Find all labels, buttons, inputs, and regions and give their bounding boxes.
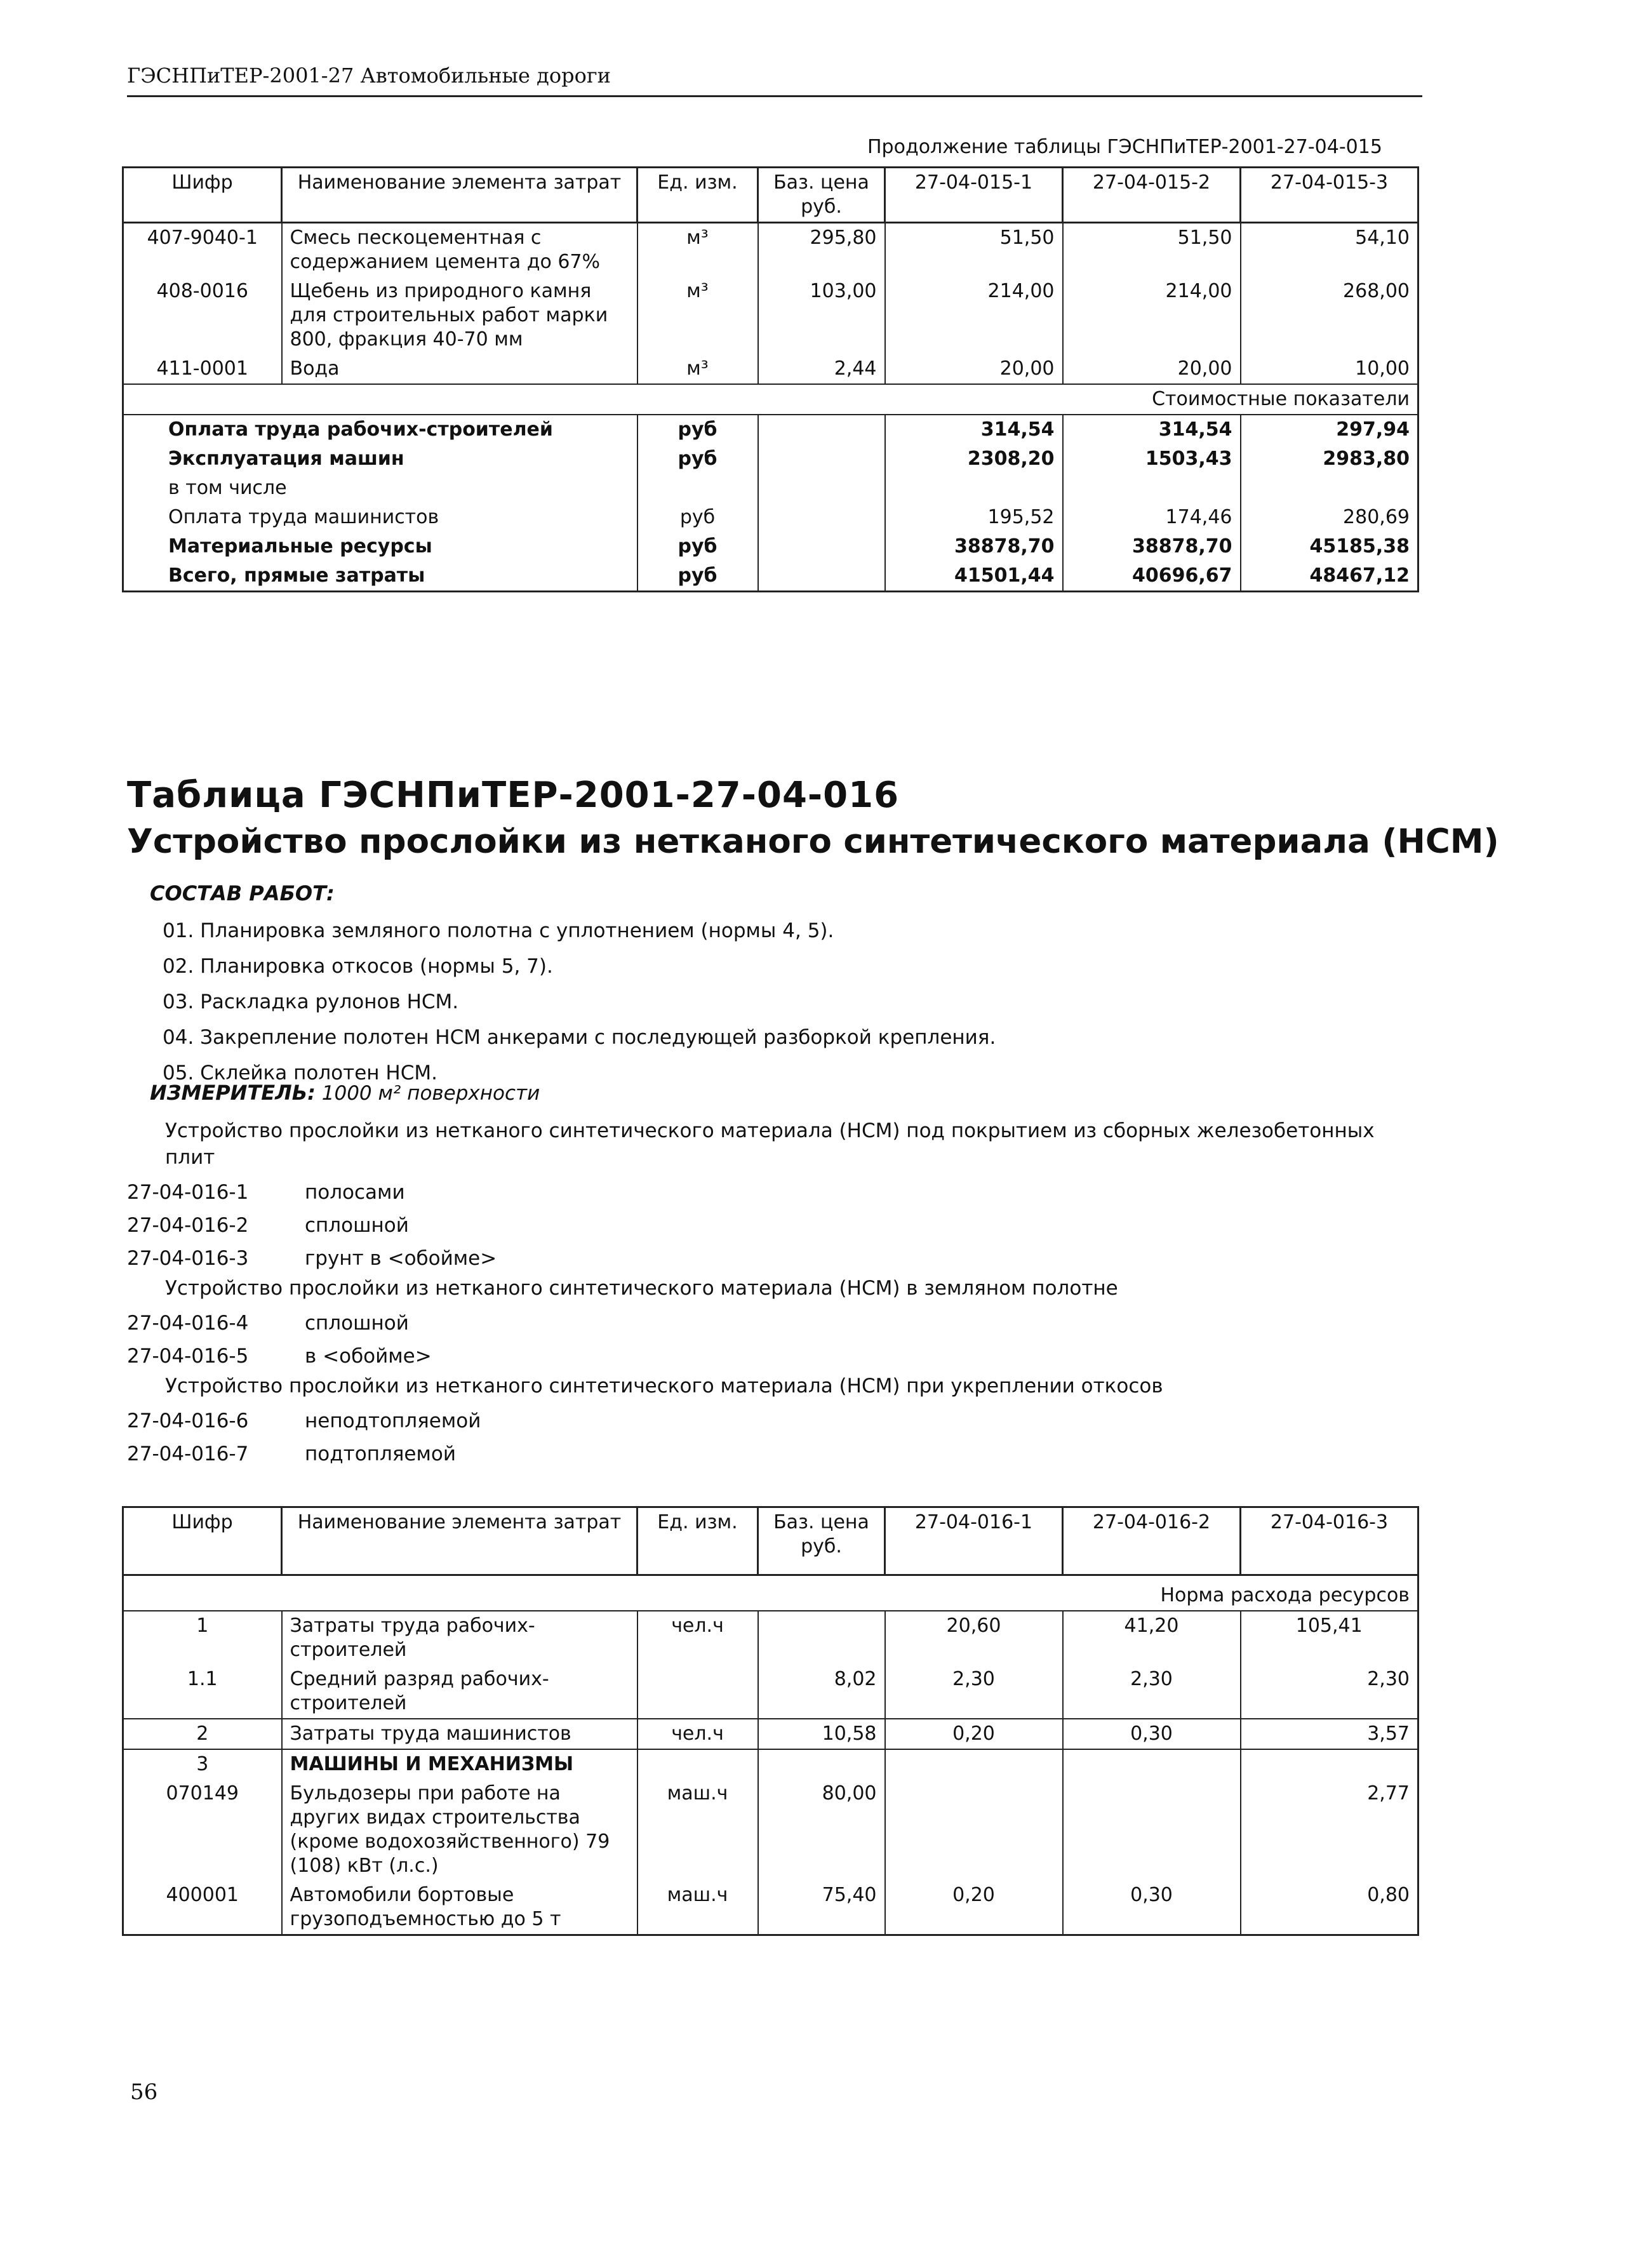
row-value-1: 0,20 xyxy=(885,1719,1063,1749)
header-unit: Ед. изм. xyxy=(637,168,758,223)
row-value-3: 2,30 xyxy=(1241,1665,1418,1719)
page-number: 56 xyxy=(130,2079,158,2105)
row-name: Затраты труда машинистов xyxy=(282,1719,637,1749)
variant-item xyxy=(127,1176,1422,1209)
cost-value-2 xyxy=(1063,474,1241,503)
variant-label: полосами xyxy=(305,1181,405,1204)
row-value-1: 0,20 xyxy=(885,1881,1063,1935)
table-title: Таблица ГЭСНПиТЕР-2001-27-04-016 xyxy=(127,775,900,816)
cost-name: Материальные ресурсы xyxy=(123,532,637,561)
row-value-1 xyxy=(885,1749,1063,1779)
header-col-3: 27-04-016-3 xyxy=(1241,1507,1418,1575)
header-unit: Ед. изм. xyxy=(637,1507,758,1575)
header-price: Баз. цена руб. xyxy=(758,168,885,223)
table-header-row xyxy=(123,168,1418,223)
table-row xyxy=(123,223,1418,277)
cost-name: Оплата труда рабочих-строителей xyxy=(123,415,637,444)
row-value-1: 20,60 xyxy=(885,1611,1063,1665)
table-row xyxy=(123,1881,1418,1935)
row-name: Щебень из природного камня для строительных работ марки 800, фракция 40-70 мм xyxy=(282,277,637,354)
row-name: Вода xyxy=(282,354,637,384)
variant-code: 27-04-016-3 xyxy=(127,1247,249,1270)
variant-item xyxy=(127,1242,1422,1275)
table-row xyxy=(123,1779,1418,1881)
cost-value-1: 41501,44 xyxy=(885,561,1063,592)
section-label-row xyxy=(123,1575,1418,1611)
variant-label: сплошной xyxy=(305,1312,409,1335)
work-item: 01. Планировка земляного полотна с уплотнением (нормы 4, 5). xyxy=(163,919,834,942)
row-value-1: 51,50 xyxy=(885,223,1063,277)
row-code: 1 xyxy=(123,1611,282,1665)
row-code: 407-9040-1 xyxy=(123,223,282,277)
row-price: 103,00 xyxy=(758,277,885,354)
table-subtitle: Устройство прослойки из нетканого синтетического материала (НСМ) xyxy=(127,822,1499,861)
variant-item xyxy=(127,1404,1422,1438)
row-code: 411-0001 xyxy=(123,354,282,384)
cost-unit: руб xyxy=(637,415,758,444)
cost-value-2: 314,54 xyxy=(1063,415,1241,444)
row-code: 2 xyxy=(123,1719,282,1749)
row-unit: м³ xyxy=(637,223,758,277)
row-code: 408-0016 xyxy=(123,277,282,354)
row-code: 070149 xyxy=(123,1779,282,1881)
cost-name: Оплата труда машинистов xyxy=(123,503,637,532)
work-item: 04. Закрепление полотен НСМ анкерами с последующей разборкой крепления. xyxy=(163,1026,996,1049)
row-name: МАШИНЫ И МЕХАНИЗМЫ xyxy=(282,1749,637,1779)
work-item: 03. Раскладка рулонов НСМ. xyxy=(163,991,459,1013)
variant-item xyxy=(127,1209,1422,1242)
variant-label: грунт в <обойме> xyxy=(305,1247,497,1270)
row-value-1: 2,30 xyxy=(885,1665,1063,1719)
cost-row xyxy=(123,474,1418,503)
table-row xyxy=(123,1611,1418,1665)
meter-value: 1000 м² поверхности xyxy=(321,1082,540,1105)
cost-value-1: 314,54 xyxy=(885,415,1063,444)
row-name: Автомобили бортовые грузоподъемностью до 5 т xyxy=(282,1881,637,1935)
row-price: 295,80 xyxy=(758,223,885,277)
row-name: Средний разряд рабочих-строителей xyxy=(282,1665,637,1719)
cost-unit: руб xyxy=(637,503,758,532)
header-code: Шифр xyxy=(123,1507,282,1575)
variant-item xyxy=(127,1307,1422,1340)
cost-row xyxy=(123,444,1418,474)
row-price: 8,02 xyxy=(758,1665,885,1719)
cost-row xyxy=(123,561,1418,592)
variant-code: 27-04-016-5 xyxy=(127,1345,249,1368)
row-value-2: 214,00 xyxy=(1063,277,1241,354)
header-col-1: 27-04-016-1 xyxy=(885,1507,1063,1575)
table-row xyxy=(123,1749,1418,1779)
running-head: ГЭСНПиТЕР-2001-27 Автомобильные дороги xyxy=(127,63,611,88)
cost-row xyxy=(123,503,1418,532)
header-code: Шифр xyxy=(123,168,282,223)
group-description: Устройство прослойки из нетканого синтетического материала (НСМ) под покрытием из сборных железобетонных плит xyxy=(165,1119,1375,1169)
row-value-2: 51,50 xyxy=(1063,223,1241,277)
continuation-caption: Продолжение таблицы ГЭСНПиТЕР-2001-27-04-015 xyxy=(867,136,1382,158)
row-price: 10,58 xyxy=(758,1719,885,1749)
variant-code: 27-04-016-1 xyxy=(127,1181,249,1204)
row-value-1 xyxy=(885,1779,1063,1881)
variant-item xyxy=(127,1340,1422,1373)
cost-value-1: 195,52 xyxy=(885,503,1063,532)
cost-value-1: 2308,20 xyxy=(885,444,1063,474)
row-value-2 xyxy=(1063,1779,1241,1881)
cost-value-3: 45185,38 xyxy=(1241,532,1418,561)
row-value-3: 54,10 xyxy=(1241,223,1418,277)
cost-value-3 xyxy=(1241,474,1418,503)
row-name: Затраты труда рабочих-строителей xyxy=(282,1611,637,1665)
row-price: 2,44 xyxy=(758,354,885,384)
variant-list xyxy=(127,1117,1422,1471)
section-label: Норма расхода ресурсов xyxy=(123,1575,1418,1611)
row-value-2: 2,30 xyxy=(1063,1665,1241,1719)
variant-label: в <обойме> xyxy=(305,1345,432,1368)
row-unit: чел.ч xyxy=(637,1611,758,1665)
cost-unit xyxy=(637,474,758,503)
group-description: Устройство прослойки из нетканого синтетического материала (НСМ) в земляном полотне xyxy=(165,1277,1118,1300)
header-col-2: 27-04-016-2 xyxy=(1063,1507,1241,1575)
row-unit xyxy=(637,1665,758,1719)
cost-name: в том числе xyxy=(123,474,637,503)
variant-item xyxy=(127,1438,1422,1471)
row-value-3 xyxy=(1241,1749,1418,1779)
header-rule xyxy=(127,95,1422,97)
row-value-2: 20,00 xyxy=(1063,354,1241,384)
variant-label: подтопляемой xyxy=(305,1443,456,1465)
row-value-3: 3,57 xyxy=(1241,1719,1418,1749)
header-col-2: 27-04-015-2 xyxy=(1063,168,1241,223)
variant-label: сплошной xyxy=(305,1214,409,1237)
row-code: 3 xyxy=(123,1749,282,1779)
cost-value-3: 297,94 xyxy=(1241,415,1418,444)
meter-label: ИЗМЕРИТЕЛЬ: xyxy=(150,1081,316,1105)
header-col-3: 27-04-015-3 xyxy=(1241,168,1418,223)
cost-unit: руб xyxy=(637,444,758,474)
cost-row xyxy=(123,415,1418,444)
cost-value-2: 40696,67 xyxy=(1063,561,1241,592)
table-row xyxy=(123,354,1418,384)
row-value-2: 0,30 xyxy=(1063,1719,1241,1749)
row-unit: м³ xyxy=(637,277,758,354)
meter-line xyxy=(150,1081,540,1105)
cost-value-1 xyxy=(885,474,1063,503)
header-name: Наименование элемента затрат xyxy=(282,168,637,223)
row-unit: маш.ч xyxy=(637,1881,758,1935)
cost-value-1: 38878,70 xyxy=(885,532,1063,561)
row-code: 1.1 xyxy=(123,1665,282,1719)
row-price xyxy=(758,1611,885,1665)
cost-unit: руб xyxy=(637,561,758,592)
cost-value-3: 280,69 xyxy=(1241,503,1418,532)
row-price xyxy=(758,1749,885,1779)
row-value-3: 2,77 xyxy=(1241,1779,1418,1881)
header-price: Баз. цена руб. xyxy=(758,1507,885,1575)
row-price: 75,40 xyxy=(758,1881,885,1935)
section-label: Стоимостные показатели xyxy=(123,384,1418,415)
row-value-2 xyxy=(1063,1749,1241,1779)
variant-code: 27-04-016-6 xyxy=(127,1410,249,1432)
cost-value-2: 1503,43 xyxy=(1063,444,1241,474)
row-value-3: 10,00 xyxy=(1241,354,1418,384)
row-value-1: 214,00 xyxy=(885,277,1063,354)
row-unit: чел.ч xyxy=(637,1719,758,1749)
variant-code: 27-04-016-2 xyxy=(127,1214,249,1237)
row-value-2: 0,30 xyxy=(1063,1881,1241,1935)
resource-table-015 xyxy=(122,166,1419,592)
variant-code: 27-04-016-7 xyxy=(127,1443,249,1465)
row-value-3: 0,80 xyxy=(1241,1881,1418,1935)
row-value-2: 41,20 xyxy=(1063,1611,1241,1665)
row-value-3: 105,41 xyxy=(1241,1611,1418,1665)
table-header-row xyxy=(123,1507,1418,1575)
cost-row xyxy=(123,532,1418,561)
group-description: Устройство прослойки из нетканого синтетического материала (НСМ) при укреплении откосов xyxy=(165,1375,1163,1397)
header-name: Наименование элемента затрат xyxy=(282,1507,637,1575)
row-name: Бульдозеры при работе на других видах строительства (кроме водохозяйственного) 79 (108) кВт (л.с.) xyxy=(282,1779,637,1881)
table-row xyxy=(123,277,1418,354)
row-price: 80,00 xyxy=(758,1779,885,1881)
resource-table-016 xyxy=(122,1506,1419,1936)
row-code: 400001 xyxy=(123,1881,282,1935)
row-value-3: 268,00 xyxy=(1241,277,1418,354)
row-unit: маш.ч xyxy=(637,1779,758,1881)
row-unit xyxy=(637,1749,758,1779)
table-row xyxy=(123,1719,1418,1749)
cost-value-3: 48467,12 xyxy=(1241,561,1418,592)
cost-value-2: 38878,70 xyxy=(1063,532,1241,561)
work-item: 02. Планировка откосов (нормы 5, 7). xyxy=(163,955,553,978)
cost-value-2: 174,46 xyxy=(1063,503,1241,532)
cost-name: Эксплуатация машин xyxy=(123,444,637,474)
row-name: Смесь пескоцементная с содержанием цемента до 67% xyxy=(282,223,637,277)
row-value-1: 20,00 xyxy=(885,354,1063,384)
row-unit: м³ xyxy=(637,354,758,384)
header-col-1: 27-04-015-1 xyxy=(885,168,1063,223)
work-composition-heading: СОСТАВ РАБОТ: xyxy=(150,881,335,905)
cost-unit: руб xyxy=(637,532,758,561)
work-item: 05. Склейка полотен НСМ. xyxy=(163,1062,437,1084)
work-composition-list xyxy=(163,913,996,1091)
variant-label: неподтопляемой xyxy=(305,1410,481,1432)
variant-code: 27-04-016-4 xyxy=(127,1312,249,1335)
cost-name: Всего, прямые затраты xyxy=(123,561,637,592)
table-row xyxy=(123,1665,1418,1719)
section-label-row xyxy=(123,384,1418,415)
cost-value-3: 2983,80 xyxy=(1241,444,1418,474)
